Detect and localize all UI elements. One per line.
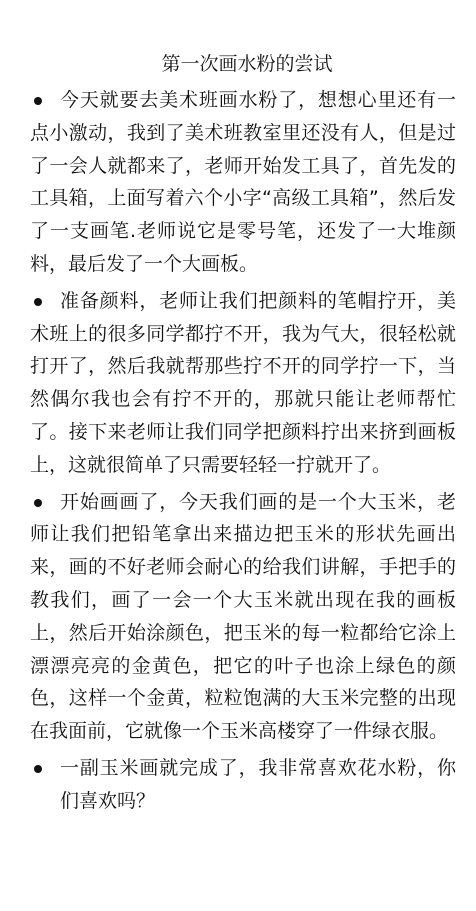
bullet-icon xyxy=(34,499,42,507)
paragraph-text: 今天就要去美术班画水粉了，想想心里还有一点小激动，我到了美术班教室里还没有人，但是过了一会人就都来了，老师开始发工具了，首先发的工具箱，上面写着六个小字“高级工具箱”，然后发了一支画笔.老师说它是零号笔，还发了一大堆颜料，最后发了一个大画板。 xyxy=(30,89,456,275)
bullet-icon xyxy=(34,765,42,773)
document-title: 第一次画水粉的尝试 xyxy=(161,53,333,75)
paragraph-3 xyxy=(30,486,456,748)
paragraph-2 xyxy=(30,285,456,482)
bullet-icon xyxy=(34,298,42,306)
bullet-icon xyxy=(34,97,42,105)
paragraph-4 xyxy=(30,752,456,818)
paragraph-text: 准备颜料，老师让我们把颜料的笔帽拧开，美术班上的很多同学都拧不开，我为气大，很轻松就打开了，然后我就帮那些拧不开的同学拧一下，当然偶尔我也会有拧不开的，那就只能让老师帮忙了。接下来老师让我们同学把颜料拧出来挤到画板上，这就很简单了只需要轻轻一拧就开了。 xyxy=(30,289,456,476)
paragraph-text: 一副玉米画就完成了，我非常喜欢花水粉，你们喜欢吗？ xyxy=(60,756,456,812)
paragraph-1 xyxy=(30,84,456,281)
paragraph-text: 开始画画了，今天我们画的是一个大玉米，老师让我们把铅笔拿出来描边把玉米的形状先画出来，画的不好老师会耐心的给我们讲解，手把手的教我们，画了一会一个大玉米就出现在我的画板上，然后开始涂颜色，把玉米的每一粒都给它涂上漂漂亮亮的金黄色，把它的叶子也涂上绿色的颜色，这样一个金黄，粒粒饱满的大玉米完整的出现在我面前，它就像一个玉米高楼穿了一件绿衣服。 xyxy=(30,490,456,743)
